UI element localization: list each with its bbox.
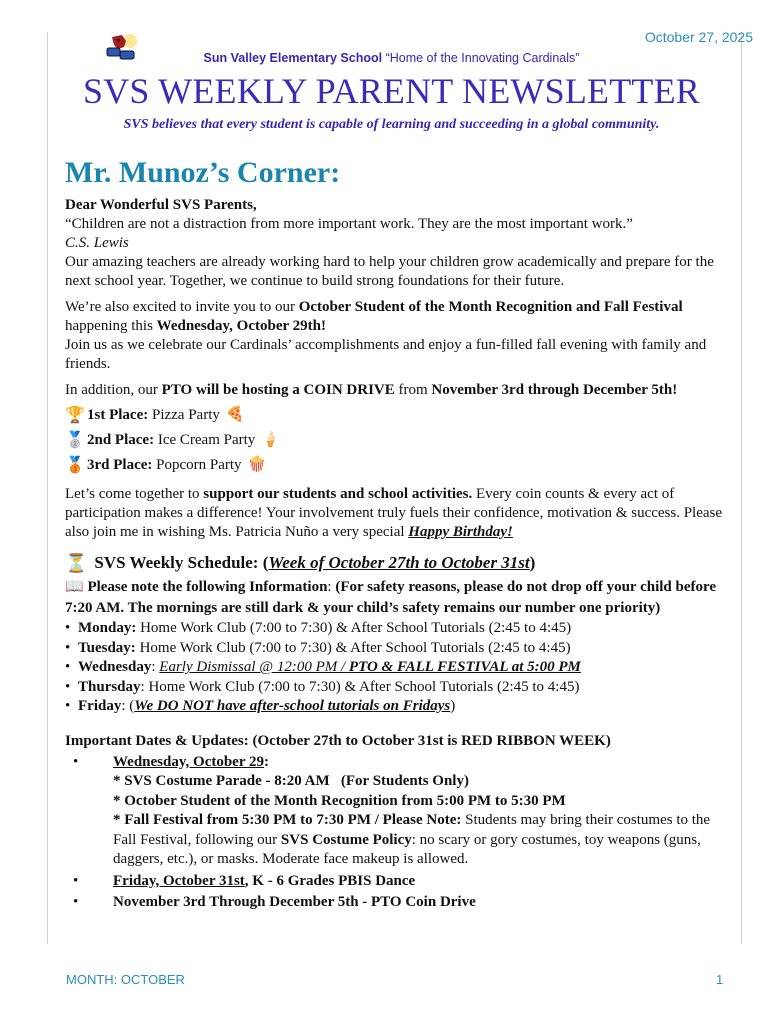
school-line	[0, 51, 783, 65]
prize-list	[65, 403, 730, 478]
school-name: Sun Valley Elementary School	[203, 51, 383, 65]
footer-page-number: 1	[716, 972, 724, 987]
safety-note: 📖 Please note the following Information: (For safety reasons, please do not drop off your child before 7:20 AM. The mornings are still dark & your child’s safety remains our number one priority)	[65, 579, 717, 616]
page-border-right	[741, 32, 742, 944]
corner-heading: Mr. Munoz’s Corner:	[65, 156, 341, 189]
schedule-day-wednesday: • Wednesday: Early Dismissal @ 12:00 PM / PTO & FALL FESTIVAL at 5:00 PM	[65, 658, 730, 678]
quote-author: C.S. Lewis	[65, 235, 129, 251]
celebrate-paragraph: Join us as we celebrate our Cardinals’ accomplishments and enjoy a fun-filled fall evening with family and friends.	[65, 337, 707, 372]
ice-cream-icon: 🍦	[261, 432, 280, 448]
important-dates-heading: Important Dates & Updates: (October 27th to October 31st is RED RIBBON WEEK)	[65, 732, 611, 749]
bronze-medal-icon: 🥉	[65, 457, 85, 474]
newsletter-date: October 27, 2025	[644, 29, 753, 45]
prize-item: 🥉 3rd Place: Popcorn Party 🍿	[65, 457, 267, 474]
footer-month: MONTH: OCTOBER	[66, 972, 185, 987]
weekly-schedule-list	[65, 619, 730, 717]
trophy-icon: 🏆	[65, 407, 85, 424]
support-paragraph: Let’s come together to support our students and school activities. Every coin counts & every act of participation makes a difference! Your involvement truly fuels their confidence, motivation & success. Please also join me in wishing Ms. Patricia Nuño a very special Happy Birthday!	[65, 486, 723, 540]
book-icon: 📖	[65, 579, 84, 595]
school-motto: SVS believes that every student is capable of learning and succeeding in a global community.	[123, 117, 660, 132]
important-date-item: • Friday, October 31st, K - 6 Grades PBIS Dance	[73, 872, 416, 889]
schedule-day-friday: • Friday: (We DO NOT have after-school tutorials on Fridays)	[65, 697, 730, 717]
schedule-heading: ⏳ SVS Weekly Schedule: ( Week of October 27th to October 31st )	[65, 553, 536, 573]
schedule-day-tuesday: • Tuesday: Home Work Club (7:00 to 7:30) & After School Tutorials (2:45 to 4:45)	[65, 639, 730, 659]
newsletter-body	[65, 156, 730, 913]
prize-item: 🏆 1st Place: Pizza Party 🍕	[65, 407, 245, 424]
page-border-left	[47, 32, 48, 944]
greeting: Dear Wonderful SVS Parents,	[65, 197, 257, 213]
silver-medal-icon: 🥈	[65, 432, 85, 449]
coin-drive-paragraph: In addition, our PTO will be hosting a COIN DRIVE from November 3rd through December 5th!	[65, 382, 678, 398]
schedule-week: Week of October 27th to October 31st	[268, 553, 530, 572]
schedule-day-thursday: • Thursday: Home Work Club (7:00 to 7:30) & After School Tutorials (2:45 to 4:45)	[65, 678, 730, 698]
pizza-icon: 🍕	[225, 407, 245, 423]
birthday-wish: Happy Birthday!	[408, 524, 513, 540]
important-dates-list	[65, 753, 730, 913]
schedule-day-monday: • Monday: Home Work Club (7:00 to 7:30) & After School Tutorials (2:45 to 4:45)	[65, 619, 730, 639]
invite-paragraph: We’re also excited to invite you to our October Student of the Month Recognition and Fall Festival happening this Wednesday, October 29th!	[65, 299, 683, 334]
school-tagline: “Home of the Innovating Cardinals”	[385, 51, 580, 65]
popcorn-icon: 🍿	[247, 457, 267, 473]
important-date-item: • Wednesday, October 29: * SVS Costume Parade - 8:20 AM (For Students Only) * October Student of the Month Recognition from 5:00 PM to 5:30 PM * Fall Festival from 5:30 PM to 7:30 PM / Please Note: Students may bring their costumes to the Fall Festival, following our SVS Costume Policy: no scary or gory costumes, toy weapons (guns, daggers, etc.), or masks. Moderate face makeup is allowed.	[73, 753, 711, 867]
newsletter-title: SVS WEEKLY PARENT NEWSLETTER	[82, 71, 700, 111]
intro-paragraph: Our amazing teachers are already working hard to help your children grow academically and prepare for the next school year. Together, we continue to build strong foundations for their future.	[65, 254, 714, 289]
prize-item: 🥈 2nd Place: Ice Cream Party 🍦	[65, 432, 280, 449]
hourglass-icon: ⏳	[65, 553, 88, 573]
quote: “Children are not a distraction from more important work. They are the most important work.”	[65, 216, 633, 232]
important-date-item: • November 3rd Through December 5th - PTO Coin Drive	[73, 894, 476, 910]
